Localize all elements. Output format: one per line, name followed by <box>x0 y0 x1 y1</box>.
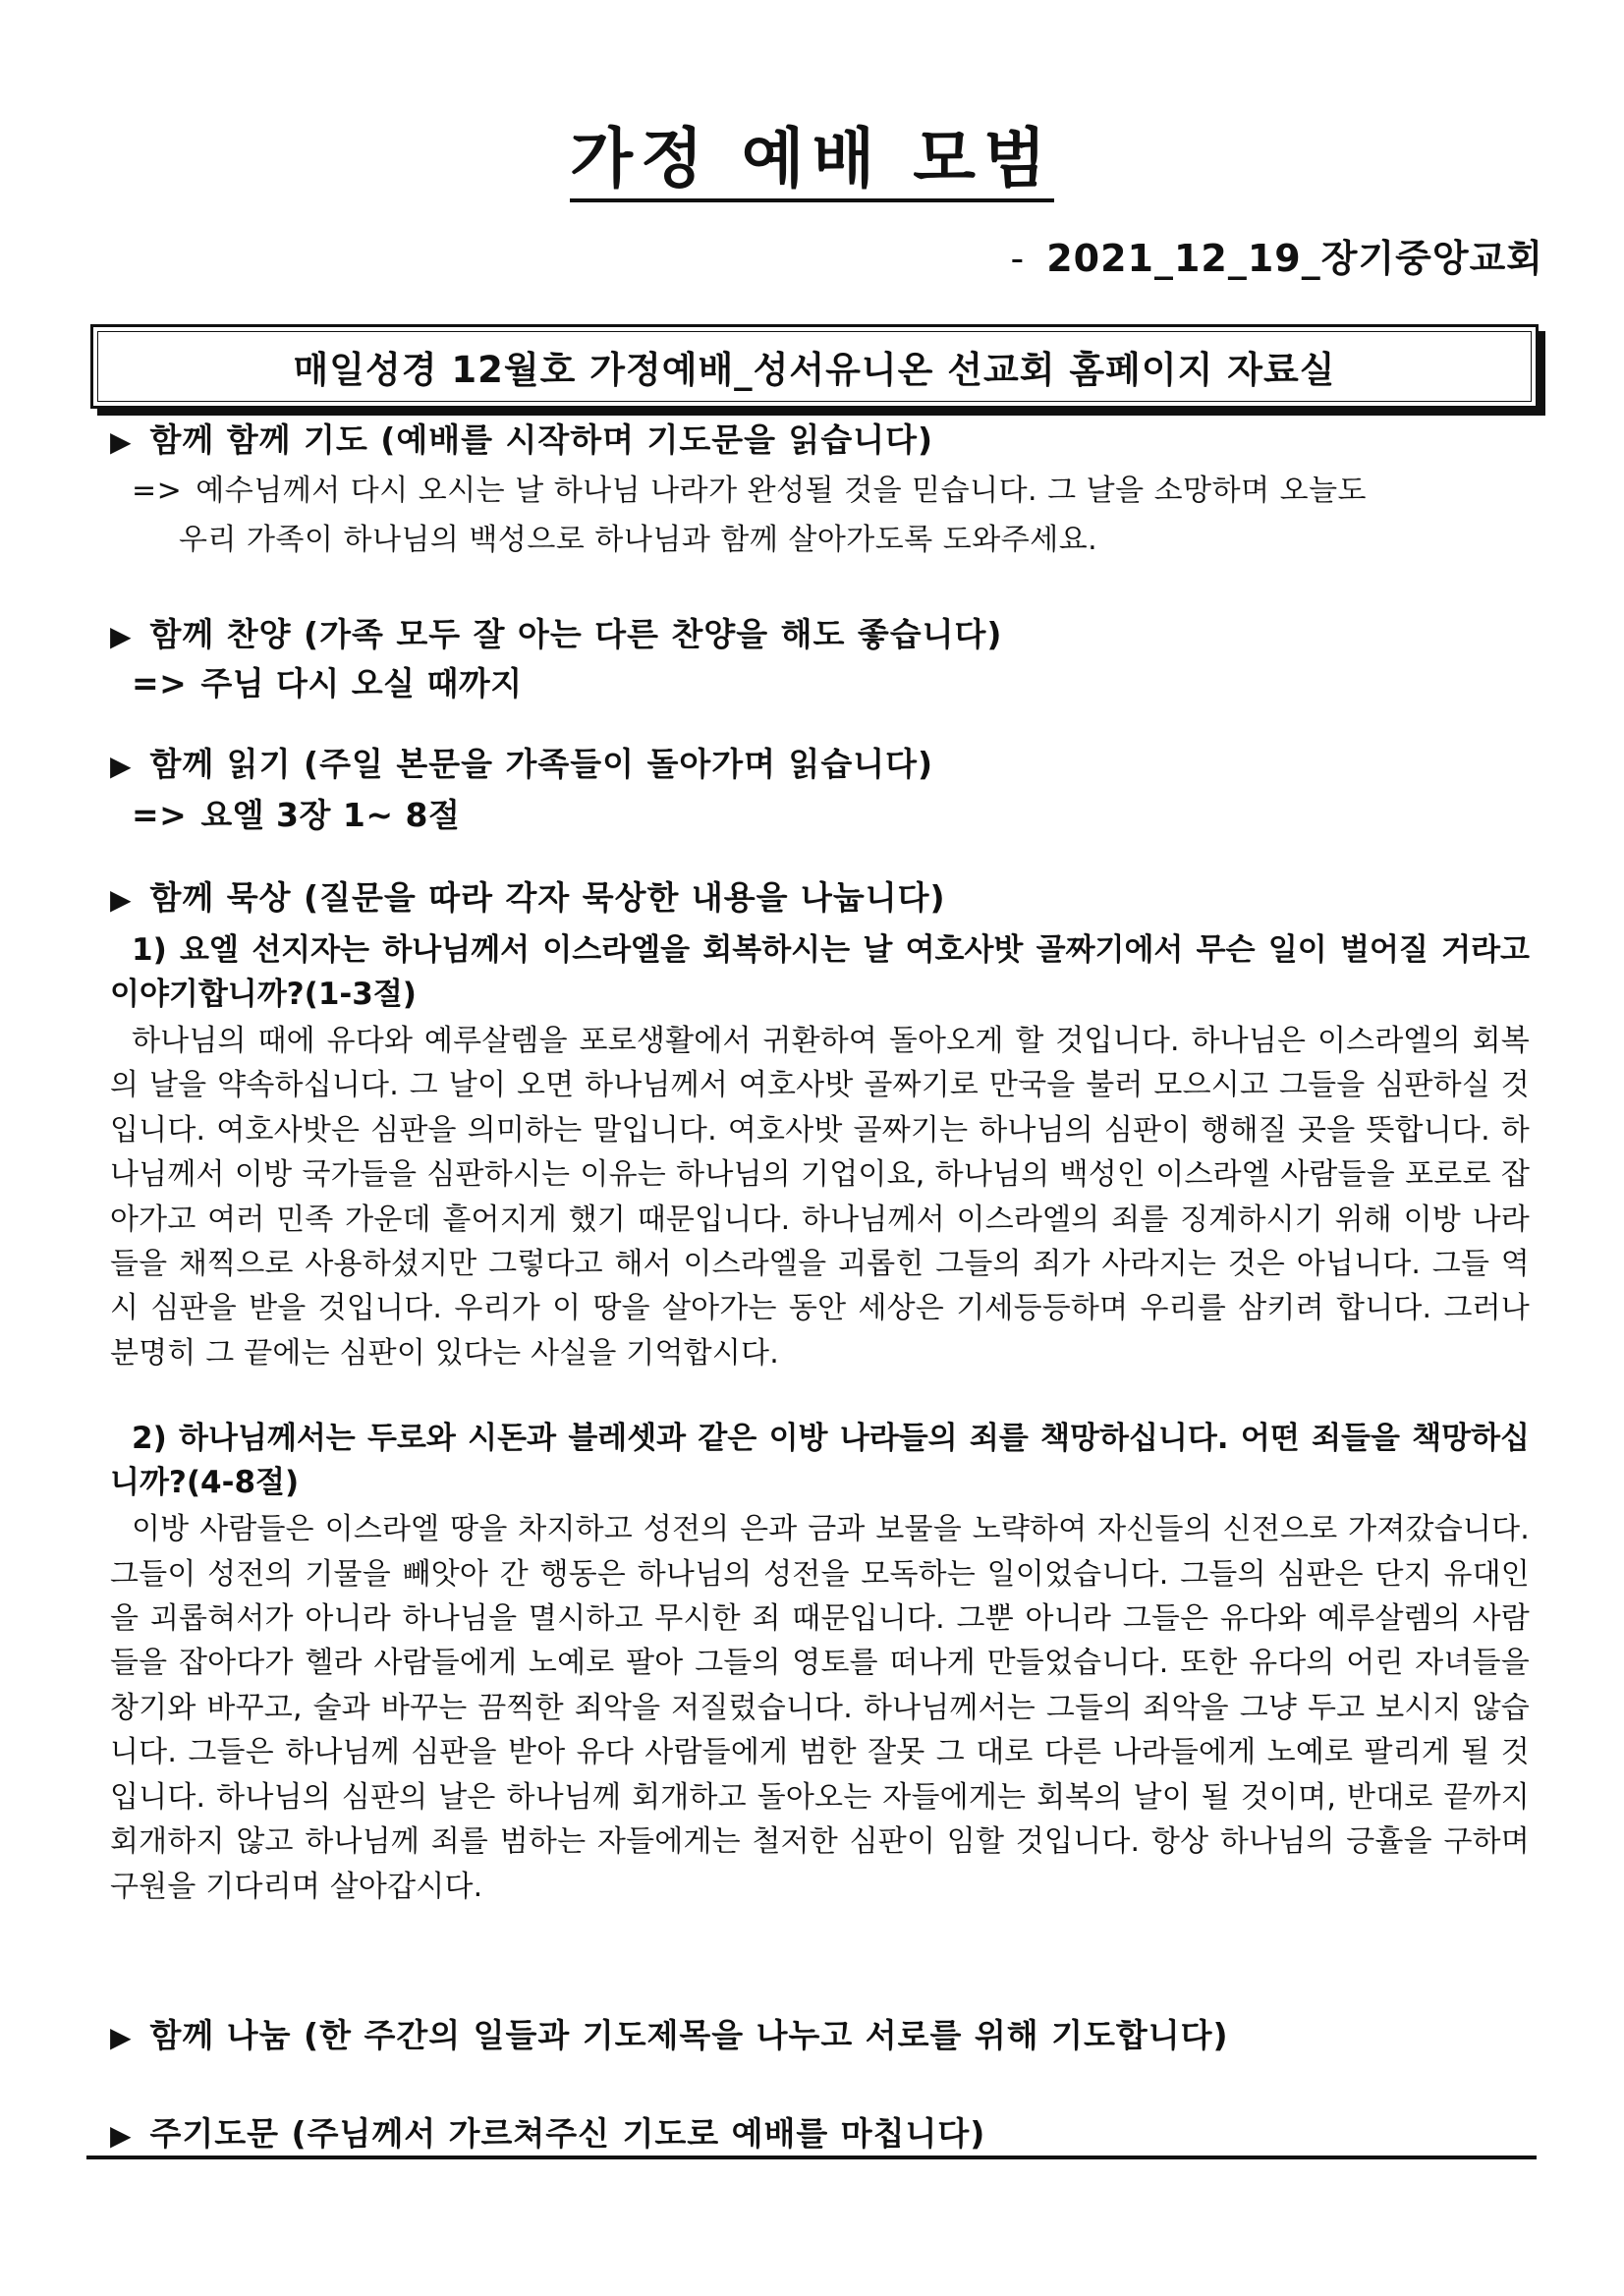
arrow-marker: => <box>132 664 188 702</box>
date-church-line <box>1011 228 1544 282</box>
reading-passage: 요엘 3장 1~ 8절 <box>200 796 461 834</box>
section-heading-text: 함께 나눔 (한 주간의 일들과 기도제목을 나누고 서로를 위해 기도합니다) <box>149 2016 1229 2054</box>
bottom-rule <box>86 2156 1537 2159</box>
prayer-line-2: 우리 가족이 하나님의 백성으로 하나님과 함께 살아가도록 도와주세요. <box>179 523 1098 557</box>
section-heading-text: 함께 읽기 (주일 본문을 가족들이 돌아가며 읽습니다) <box>149 745 934 783</box>
arrow-marker: => <box>132 474 183 508</box>
reading-passage-line <box>110 793 1530 838</box>
section-heading-text: 함께 묵상 (질문을 따라 각자 묵상한 내용을 나눕니다) <box>149 878 946 917</box>
source-box-text: 매일성경 12월호 가정예배_성서유니온 선교회 홈페이지 자료실 <box>97 331 1532 402</box>
section-heading <box>110 2108 1530 2155</box>
praise-song-line <box>110 661 1530 706</box>
bullet-triangle-icon: ▶ <box>110 425 133 458</box>
praise-song: 주님 다시 오실 때까지 <box>200 664 523 702</box>
section-praise <box>110 609 1530 706</box>
section-heading-text: 함께 찬양 (가족 모두 잘 아는 다른 찬양을 해도 좋습니다) <box>149 615 1003 653</box>
answer-1: 하나님의 때에 유다와 예루살렘을 포로생활에서 귀환하여 돌아오게 할 것입니다. 하나님은 이스라엘의 회복의 날을 약속하십니다. 그 날이 오면 하나님께서 여호사밧 골짜기로 만국을 불러 모으시고 그들을 심판하실 것입니다. 여호사밧은 심판을 의미하는 말입니다. 여호사밧 골짜기는 하나님의 심판이 행해질 곳을 뜻합니다. 하나님께서 이방 국가들을 심판하시는 이유는 하나님의 기업이요, 하나님의 백성인 이스라엘 사람들을 포로로 잡아가고 여러 민족 가운데 흩어지게 했기 때문입니다. 하나님께서 이스라엘의 죄를 징계하시기 위해 이방 나라들을 채찍으로 사용하셨지만 그렇다고 해서 이스라엘을 괴롭힌 그들의 죄가 사라지는 것은 아닙니다. 그들 역시 심판을 받을 것입니다. 우리가 이 땅을 살아가는 동안 세상은 기세등등하며 우리를 삼키려 합니다. 그러나 분명히 그 끝에는 심판이 있다는 사실을 기억합시다. <box>110 1024 1530 1371</box>
section-heading <box>110 609 1530 655</box>
bullet-triangle-icon: ▶ <box>110 620 133 652</box>
section-heading-text: 함께 함께 기도 (예배를 시작하며 기도문을 읽습니다) <box>149 420 934 459</box>
section-heading-text: 주기도문 (주님께서 가르쳐주신 기도로 예배를 마칩니다) <box>149 2114 986 2153</box>
bullet-triangle-icon: ▶ <box>110 750 133 782</box>
arrow-marker: => <box>132 796 188 834</box>
answer-2: 이방 사람들은 이스라엘 땅을 차지하고 성전의 은과 금과 보물을 노략하여 자신들의 신전으로 가져갔습니다. 그들이 성전의 기물을 빼앗아 간 행동은 하나님의 성전을 모독하는 일이었습니다. 그들의 심판은 단지 유대인을 괴롭혀서가 아니라 하나님을 멸시하고 무시한 죄 때문입니다. 그뿐 아니라 그들은 유다와 예루살렘의 사람들을 잡아다가 헬라 사람들에게 노예로 팔아 그들의 영토를 떠나게 만들었습니다. 또한 유다의 어린 자녀들을 창기와 바꾸고, 술과 바꾸는 끔찍한 죄악을 저질렀습니다. 하나님께서는 그들의 죄악을 그냥 두고 보시지 않습니다. 그들은 하나님께 심판을 받아 유다 사람들에게 범한 잘못 그 대로 다른 나라들에게 노예로 팔리게 될 것입니다. 하나님의 심판의 날은 하나님께 회개하고 돌아오는 자들에게는 회복의 날이 될 것이며, 반대로 끝까지 회개하지 않고 하나님께 죄를 범하는 자들에게는 철저한 심판이 임할 것입니다. 항상 하나님의 긍휼을 구하며 구원을 기다리며 살아갑시다. <box>110 1512 1530 1904</box>
section-heading <box>110 739 1530 785</box>
section-heading <box>110 2010 1530 2056</box>
prayer-line-1 <box>110 469 1530 514</box>
bullet-triangle-icon: ▶ <box>110 883 133 916</box>
source-box <box>90 324 1539 409</box>
section-heading <box>110 415 1530 461</box>
prayer-line-1-text: 예수님께서 다시 오시는 날 하나님 나라가 완성될 것을 믿습니다. 그 날을 소망하며 오늘도 <box>196 474 1368 508</box>
section-meditation <box>110 872 1530 1909</box>
bullet-triangle-icon: ▶ <box>110 2119 133 2152</box>
date-church-text: 2021_12_19_장기중앙교회 <box>1046 237 1543 280</box>
question-2: 2) 하나님께서는 두로와 시돈과 블레셋과 같은 이방 나라들의 죄를 책망하십니다. 어떤 죄들을 책망하십니까?(4-8절) <box>110 1421 1530 1501</box>
section-lords-prayer <box>110 2108 1530 2155</box>
date-dash: - <box>1010 237 1026 280</box>
section-heading <box>110 872 1530 919</box>
section-reading <box>110 739 1530 838</box>
page-title-text: 가정 예배 모범 <box>570 121 1054 202</box>
page-title <box>0 106 1624 199</box>
section-prayer <box>110 415 1530 563</box>
bullet-triangle-icon: ▶ <box>110 2021 133 2053</box>
section-sharing <box>110 2010 1530 2056</box>
question-1: 1) 요엘 선지자는 하나님께서 이스라엘을 회복하시는 날 여호사밧 골짜기에서 무슨 일이 벌어질 거라고 이야기합니까?(1-3절) <box>110 932 1530 1012</box>
